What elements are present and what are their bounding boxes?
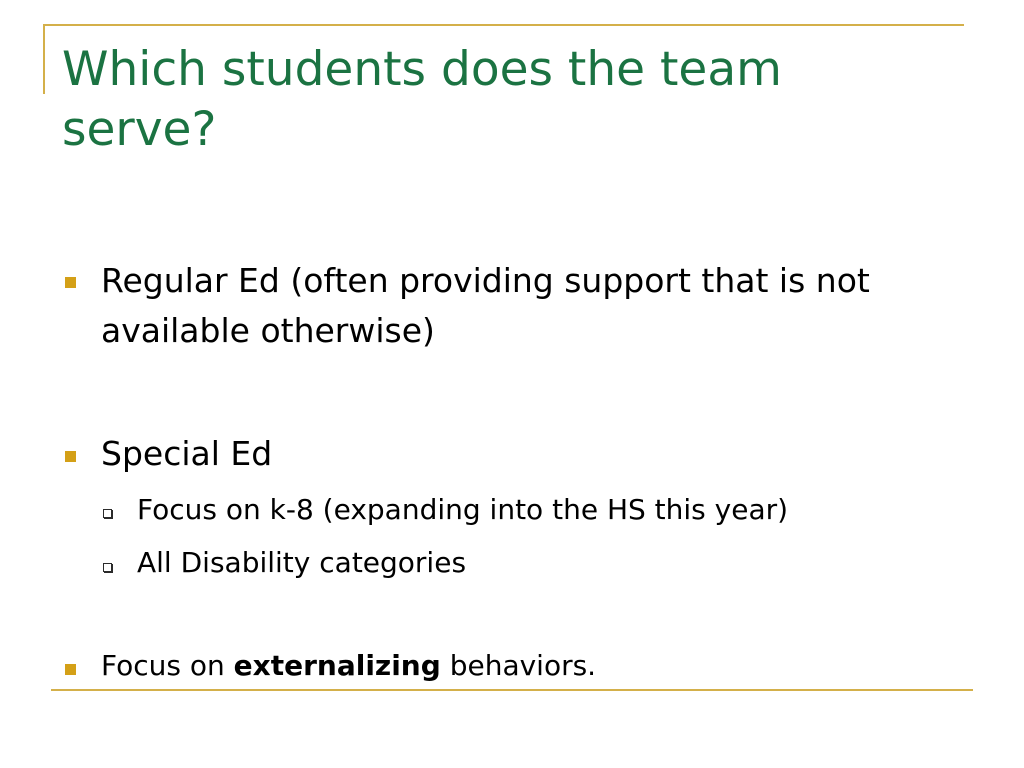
slide-title: Which students does the team serve? bbox=[62, 42, 782, 157]
bullet-text-prefix: Focus on bbox=[101, 649, 234, 682]
bullet-text-suffix: behaviors. bbox=[440, 649, 597, 682]
square-bullet-icon bbox=[65, 664, 76, 675]
square-bullet-icon bbox=[65, 277, 76, 288]
hollow-square-bullet-icon bbox=[103, 509, 112, 518]
bullet-text: Special Ed bbox=[101, 434, 273, 473]
bullet-text bbox=[101, 646, 596, 686]
bullet-text: Regular Ed (often providing support that is not available otherwise) bbox=[101, 261, 870, 350]
hollow-square-bullet-icon bbox=[103, 563, 112, 572]
bottom-accent-rule bbox=[51, 689, 973, 691]
bullet-text-emphasis: externalizing bbox=[233, 649, 441, 682]
sub-bullet-text: Focus on k-8 (expanding into the HS this year) bbox=[137, 493, 789, 526]
sub-bullet-text: All Disability categories bbox=[137, 546, 467, 579]
square-bullet-icon bbox=[65, 451, 76, 462]
